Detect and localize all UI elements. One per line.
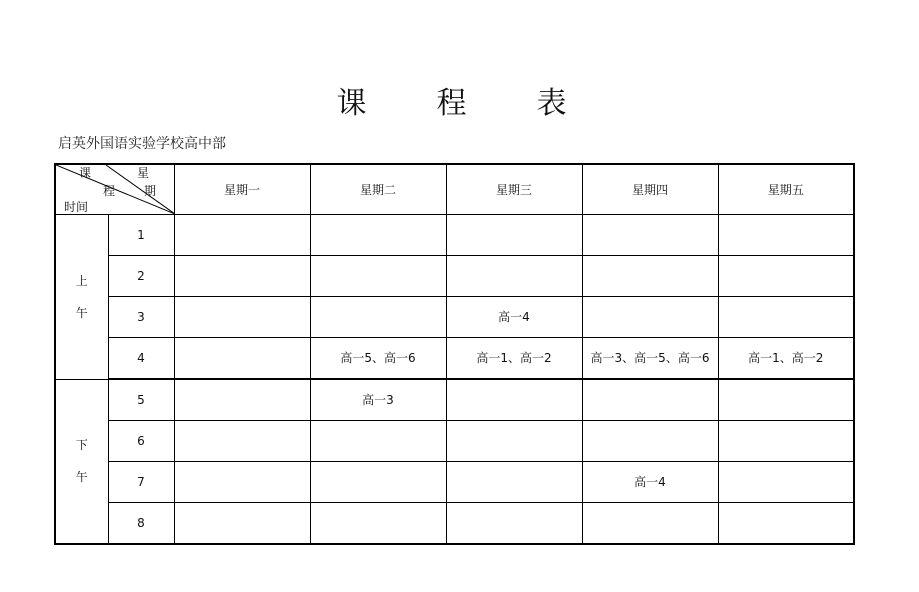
class-cell xyxy=(582,256,718,297)
corner-course-mid: 程 xyxy=(103,184,116,198)
corner-course-top: 课 xyxy=(79,166,92,180)
class-cell xyxy=(174,215,310,256)
class-cell xyxy=(174,297,310,338)
class-cell xyxy=(718,421,854,462)
class-cell xyxy=(582,379,718,421)
period-number: 7 xyxy=(108,462,174,503)
period-number: 2 xyxy=(108,256,174,297)
title-char: 课 xyxy=(336,86,369,121)
header-row xyxy=(55,164,854,215)
period-row xyxy=(55,462,854,503)
period-row xyxy=(55,338,854,380)
class-cell xyxy=(718,379,854,421)
day-header: 星期一 xyxy=(174,164,310,215)
class-cell xyxy=(310,256,446,297)
period-row xyxy=(55,297,854,338)
class-cell xyxy=(446,379,582,421)
period-number: 3 xyxy=(108,297,174,338)
class-cell: 高一4 xyxy=(446,297,582,338)
class-cell xyxy=(174,256,310,297)
class-cell xyxy=(718,256,854,297)
class-cell xyxy=(446,215,582,256)
class-cell xyxy=(310,421,446,462)
class-cell xyxy=(582,421,718,462)
period-number: 5 xyxy=(108,379,174,421)
class-cell xyxy=(582,215,718,256)
class-cell xyxy=(310,462,446,503)
class-cell: 高一1、高一2 xyxy=(446,338,582,380)
class-cell xyxy=(718,503,854,545)
class-cell xyxy=(446,503,582,545)
period-row xyxy=(55,256,854,297)
class-cell: 高一3 xyxy=(310,379,446,421)
class-cell xyxy=(310,503,446,545)
page-title xyxy=(0,78,905,122)
corner-header-cell xyxy=(55,164,174,215)
class-cell xyxy=(582,503,718,545)
session-char: 上 xyxy=(75,273,88,288)
corner-week-top: 星 xyxy=(137,166,150,180)
class-cell xyxy=(718,297,854,338)
class-cell xyxy=(446,421,582,462)
day-header: 星期三 xyxy=(446,164,582,215)
class-cell: 高一4 xyxy=(582,462,718,503)
class-cell xyxy=(174,421,310,462)
title-char: 程 xyxy=(436,86,469,121)
class-cell xyxy=(174,503,310,545)
title-char: 表 xyxy=(536,86,569,121)
class-cell xyxy=(174,338,310,380)
class-cell: 高一1、高一2 xyxy=(718,338,854,380)
day-header: 星期二 xyxy=(310,164,446,215)
class-cell xyxy=(582,297,718,338)
class-cell xyxy=(718,215,854,256)
class-cell xyxy=(718,462,854,503)
class-cell xyxy=(446,462,582,503)
session-char: 下 xyxy=(75,438,88,453)
session-char: 午 xyxy=(75,470,88,485)
school-name: 启英外国语实验学校高中部 xyxy=(58,136,226,152)
corner-week-mid: 期 xyxy=(144,184,157,198)
class-cell xyxy=(310,215,446,256)
period-number: 8 xyxy=(108,503,174,545)
class-cell xyxy=(310,297,446,338)
session-char: 午 xyxy=(75,305,88,320)
class-cell: 高一5、高一6 xyxy=(310,338,446,380)
period-row xyxy=(55,379,854,421)
period-number: 1 xyxy=(108,215,174,256)
period-row xyxy=(55,215,854,256)
session-afternoon xyxy=(55,379,108,544)
class-cell xyxy=(446,256,582,297)
session-morning xyxy=(55,215,108,380)
period-row xyxy=(55,421,854,462)
day-header: 星期四 xyxy=(582,164,718,215)
class-cell xyxy=(174,379,310,421)
period-number: 4 xyxy=(108,338,174,380)
day-header: 星期五 xyxy=(718,164,854,215)
class-cell xyxy=(174,462,310,503)
schedule-table xyxy=(54,163,855,545)
corner-time: 时间 xyxy=(64,200,89,214)
period-number: 6 xyxy=(108,421,174,462)
class-cell: 高一3、高一5、高一6 xyxy=(582,338,718,380)
period-row xyxy=(55,503,854,545)
